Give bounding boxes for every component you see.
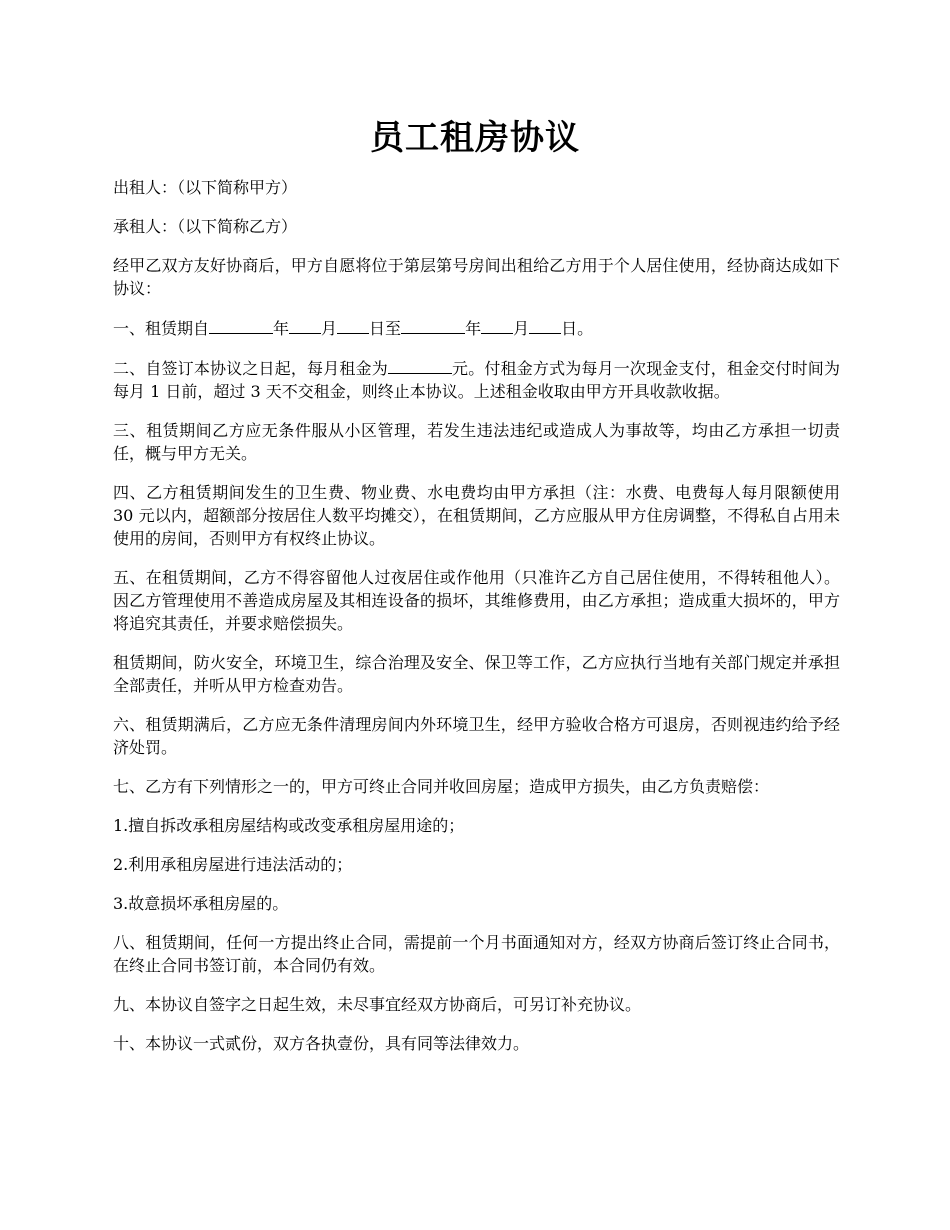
clause-5-safety: 租赁期间，防火安全，环境卫生，综合治理及安全、保卫等工作，乙方应执行当地有关部门规定并承担全部责任，并听从甲方检查劝告。 <box>113 653 840 695</box>
clause-10-copies: 十、本协议一式贰份，双方各执壹份，具有同等法律效力。 <box>113 1034 530 1053</box>
lessor-line: 出租人：（以下简称甲方） <box>113 178 298 197</box>
start-month-blank[interactable] <box>289 316 321 334</box>
document-title: 员工租房协议 <box>370 118 580 158</box>
clause-6-expiry: 六、租赁期满后，乙方应无条件清理房间内外环境卫生，经甲方验收合格方可退房，否则视违约给予经济处罚。 <box>113 715 840 757</box>
clause-1-text-d: 日至 <box>369 319 402 338</box>
clause-2-text-b: 元。付租金方式为每月一次现金支付，租金交付时间为每月 1 日前，超过 3 天不交租金，则终止本协议。上述租金收取由甲方开具收款收据。 <box>113 359 840 401</box>
clause-3-management: 三、租赁期间乙方应无条件服从小区管理，若发生违法违纪或造成人为事故等，均由乙方承担一切责任，概与甲方无关。 <box>113 421 840 463</box>
clause-2-text-a: 二、自签订本协议之日起，每月租金为 <box>113 359 388 378</box>
end-day-blank[interactable] <box>529 316 561 334</box>
clause-1-lease-term <box>113 316 840 340</box>
end-month-blank[interactable] <box>481 316 513 334</box>
clause-2-rent <box>113 356 840 403</box>
clause-7-item-3: 3.故意损坏承租房屋的。 <box>113 894 289 913</box>
document-body <box>113 176 840 1071</box>
intro-paragraph: 经甲乙双方友好协商后，甲方自愿将位于第层第号房间出租给乙方用于个人居住使用，经协商达成如下协议： <box>113 256 840 298</box>
clause-1-text-e: 年 <box>465 319 482 338</box>
start-day-blank[interactable] <box>337 316 369 334</box>
lessee-line: 承租人：（以下简称乙方） <box>113 217 298 236</box>
rent-amount-blank[interactable] <box>388 356 452 374</box>
clause-1-text-f: 月 <box>513 319 530 338</box>
clause-7-item-2: 2.利用承租房屋进行违法活动的； <box>113 855 353 874</box>
clause-8-early-termination: 八、租赁期间，任何一方提出终止合同，需提前一个月书面通知对方，经双方协商后签订终止合同书，在终止合同书签订前，本合同仍有效。 <box>113 933 840 975</box>
clause-1-text-g: 日。 <box>561 319 594 338</box>
end-year-blank[interactable] <box>401 316 465 334</box>
clause-7-termination: 七、乙方有下列情形之一的，甲方可终止合同并收回房屋；造成甲方损失，由乙方负责赔偿： <box>113 777 770 796</box>
clause-1-text-a: 一、租赁期自 <box>113 319 210 338</box>
clause-7-item-1: 1.擅自拆改承租房屋结构或改变承租房屋用途的； <box>113 816 465 835</box>
clause-5-usage: 五、在租赁期间，乙方不得容留他人过夜居住或作他用（只准许乙方自己居住使用，不得转租他人）。因乙方管理使用不善造成房屋及其相连设备的损坏，其维修费用，由乙方承担；造成重大损坏的，甲方将追究其责任，并要求赔偿损失。 <box>113 568 840 633</box>
clause-1-text-c: 月 <box>321 319 338 338</box>
start-year-blank[interactable] <box>209 316 273 334</box>
clause-4-fees: 四、乙方租赁期间发生的卫生费、物业费、水电费均由甲方承担（注：水费、电费每人每月限额使用 30 元以内，超额部分按居住人数平均摊交），在租赁期间，乙方应服从甲方住房调整，不得私自占用未使用的房间，否则甲方有权终止协议。 <box>113 483 840 548</box>
clause-9-effective: 九、本协议自签字之日起生效，未尽事宜经双方协商后，可另订补充协议。 <box>113 995 642 1014</box>
clause-1-text-b: 年 <box>273 319 290 338</box>
